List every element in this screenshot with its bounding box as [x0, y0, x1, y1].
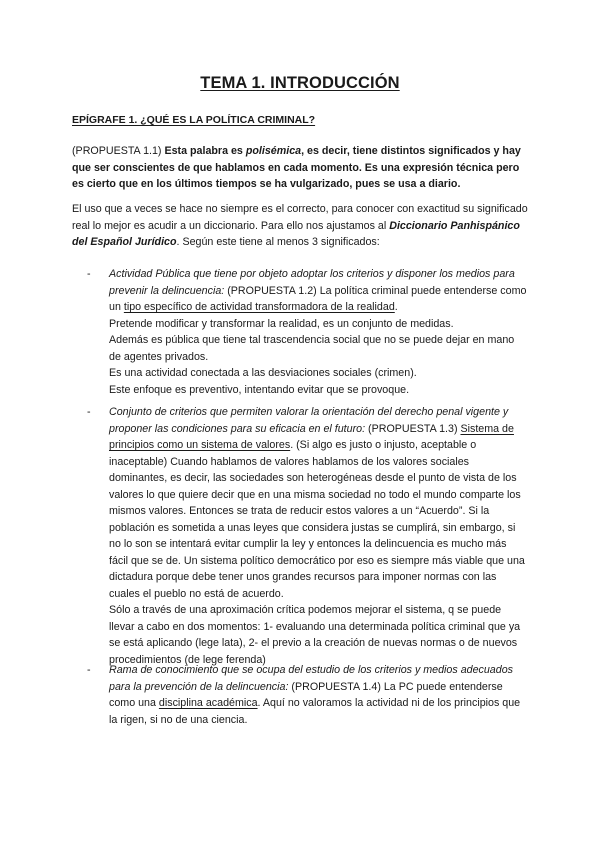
definition-italic: Actividad Pública que tiene por objeto adoptar los criterios y disponer los medios para prevenir la delincuencia:: [109, 268, 515, 297]
dash-bullet: -: [87, 268, 91, 280]
definition-list-3: [72, 662, 528, 728]
underlined-concept: Sistema de principios como un sistema de valores: [109, 422, 514, 451]
definition-list-2: [72, 404, 528, 668]
proposal-tag: (PROPUESTA 1.4): [288, 680, 384, 693]
definition-item-1: [72, 266, 528, 398]
definition-line: Sólo a través de una aproximación crítica podemos mejorar el sistema, q se puede llevar a cabo en dos momentos: 1- evaluando una determinada política criminal que ya se está aplicando (lege lata), 2- el previo a la creación de nuevas normas o de nuevos procedimientos (de lege ferenda): [109, 604, 521, 666]
definition-text: La política criminal puede entenderse como un: [109, 284, 527, 313]
intro-paragraph: [72, 143, 528, 193]
definition-text: La PC puede entenderse como una: [109, 680, 503, 709]
definition-item-2: [72, 404, 528, 668]
definition-line: Además es pública que tiene tal trascendencia social que no se puede dejar en mano de agentes privados.: [109, 334, 515, 363]
definition-text: . (Si algo es justo o injusto, aceptable o inaceptable) Cuando hablamos de valores hablamos de los valores sociales dominantes, es decir, las sociedades son heterogéneas desde el punto de vista de los valores lo que quiere decir que en una misma sociedad no todo el mundo comparte los mismos valores. Entonces se trata de reducir estos valores a un “Acuerdo”. Si la población es sometida a unas leyes que considera justas se cumplirá, sin embargo, si no lo son se intentará evitar cumplir la ley y entonces la delincuencia es mucho más fácil que se de. Un sistema político democrático por eso es siempre más viable que una dictadura porque debe tener unos grandes recursos para imponer normas con las cuales el pueblo no está de acuerdo.: [109, 439, 525, 600]
intro-bold-b: , es decir, tiene distintos significados y hay que ser conscientes de que hablamos en cada momento. Es una expresión técnica pero es cierto que en los últimos tiempos se ha vulgarizado, pues se usa a diario.: [72, 145, 521, 190]
dictionary-name: Diccionario Panhispánico del Español Jurídico: [72, 219, 520, 248]
usage-text-a: El uso que a veces se hace no siempre es el correcto, para conocer con exactitud su significado real lo mejor es acudir a un diccionario. Para ello nos ajustamos al: [72, 203, 528, 232]
section-heading: EPÍGRAFE 1. ¿QUÉ ES LA POLÍTICA CRIMINAL?: [72, 114, 316, 126]
dash-bullet: -: [87, 406, 91, 418]
proposal-tag: (PROPUESTA 1.2): [224, 284, 320, 297]
dash-bullet: -: [87, 664, 91, 676]
proposal-tag: (PROPUESTA 1.1): [72, 145, 165, 157]
intro-bold-a: Esta palabra es: [164, 145, 246, 157]
proposal-tag: (PROPUESTA 1.3): [365, 422, 461, 435]
definition-italic: Rama de conocimiento que se ocupa del estudio de los criterios y medios adecuados para la prevención de la delincuencia:: [109, 664, 513, 693]
definition-italic: Conjunto de criterios que permiten valorar la orientación del derecho penal vigente y proponer las condiciones para su eficacia en el futuro:: [109, 406, 509, 435]
underlined-concept: disciplina académica: [158, 697, 258, 709]
intro-emphasis: polisémica: [245, 145, 302, 157]
definition-text: .: [394, 301, 398, 313]
definition-list-1: [72, 266, 528, 398]
usage-text-b: . Según este tiene al menos 3 significados:: [176, 236, 380, 248]
definition-line: Este enfoque es preventivo, intentando evitar que se provoque.: [109, 383, 410, 396]
underlined-concept: tipo específico de actividad transformadora de la realidad: [123, 301, 395, 313]
usage-paragraph: [72, 201, 528, 251]
definition-line: Es una actividad conectada a las desviaciones sociales (crimen).: [109, 367, 417, 379]
definition-item-3: [72, 662, 528, 728]
definition-line: Pretende modificar y transformar la realidad, es un conjunto de medidas.: [109, 317, 454, 330]
definition-text: . Aquí no valoramos la actividad ni de los principios que la rigen, si no de una ciencia.: [109, 697, 521, 726]
page-title: TEMA 1. INTRODUCCIÓN: [200, 74, 400, 92]
